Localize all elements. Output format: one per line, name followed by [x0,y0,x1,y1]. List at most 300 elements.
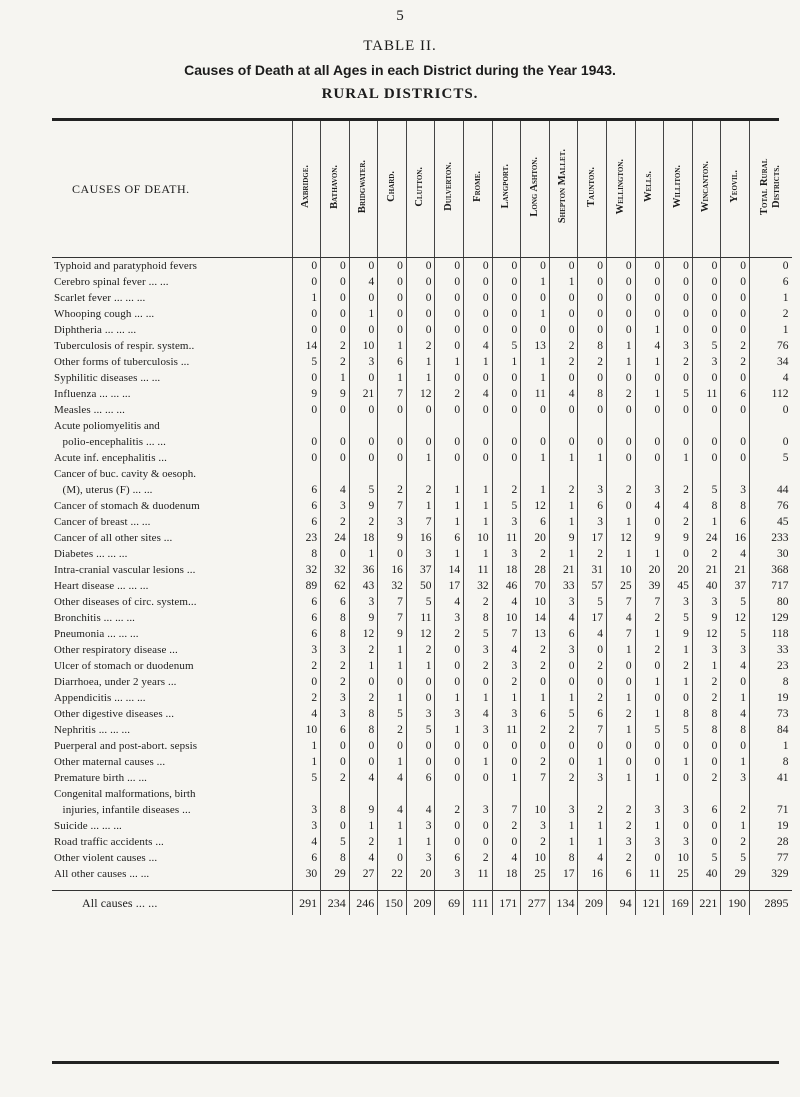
value-cell: 24 [321,530,350,546]
value-cell: 8 [321,802,350,818]
value-cell: 0 [578,642,607,658]
cause-label: All other causes ... ... [54,868,150,880]
empty-cell [750,418,792,434]
value-cell: 0 [435,274,464,290]
section-heading: RURAL DISTRICTS. [321,86,479,102]
value-cell: 9 [664,626,693,642]
value-cell: 1 [692,514,721,530]
value-cell: 11 [692,386,721,402]
district-header [635,121,664,258]
value-cell: 5 [692,850,721,866]
value-cell: 7 [378,594,407,610]
value-cell: 29 [721,866,750,882]
value-cell: 2 [464,850,493,866]
value-cell: 4 [721,706,750,722]
value-cell: 0 [692,754,721,770]
value-cell: 50 [406,578,435,594]
value-cell: 2 [521,658,550,674]
value-cell: 1 [578,450,607,466]
value-cell: 1 [664,450,693,466]
value-cell: 1 [578,834,607,850]
table-subtitle: Causes of Death at all Ages in each District during the Year 1943. [184,62,616,78]
value-cell: 0 [635,290,664,306]
district-header [664,121,693,258]
value-cell: 0 [492,402,521,418]
value-cell: 5 [378,706,407,722]
value-cell: 2 [321,770,350,786]
value-cell: 1 [378,754,407,770]
value-cell: 3 [464,722,493,738]
value-cell: 0 [435,642,464,658]
value-cell: 0 [321,754,350,770]
value-cell: 0 [607,322,636,338]
value-cell: 3 [292,642,321,658]
value-cell: 0 [378,850,407,866]
empty-cell [750,466,792,482]
value-cell: 1 [607,770,636,786]
value-cell: 2 [321,338,350,354]
value-cell: 0 [492,450,521,466]
value-cell: 3 [349,354,378,370]
empty-cell [435,466,464,482]
empty-cell [349,418,378,434]
value-cell: 6 [721,514,750,530]
table-row [52,850,792,866]
value-cell: 6 [721,386,750,402]
value-cell: 0 [635,754,664,770]
value-cell: 3 [321,498,350,514]
cause-label: Pneumonia ... ... ... [54,628,139,640]
value-cell: 20 [635,562,664,578]
value-cell: 0 [578,274,607,290]
table-row [52,322,792,338]
value-cell: 0 [578,306,607,322]
value-cell: 18 [492,866,521,882]
table-row [52,674,792,690]
value-cell: 1 [492,354,521,370]
value-cell: 9 [349,610,378,626]
value-cell: 0 [321,274,350,290]
value-cell: 2 [721,834,750,850]
value-cell: 3 [492,706,521,722]
table-row [52,354,792,370]
district-header [464,121,493,258]
value-cell: 10 [521,802,550,818]
value-cell: 3 [578,514,607,530]
district-header-label: Axbridge. [300,165,312,208]
value-cell: 4 [664,498,693,514]
cause-column-header: CAUSES OF DEATH. [52,121,292,258]
value-cell: 3 [464,642,493,658]
value-cell: 0 [692,370,721,386]
empty-cell [721,418,750,434]
value-cell: 0 [664,290,693,306]
value-cell: 0 [349,738,378,754]
empty-cell [578,786,607,802]
value-cell: 2 [406,482,435,498]
value-cell: 1 [464,354,493,370]
value-cell: 1 [435,498,464,514]
value-cell: 5 [492,498,521,514]
value-cell: 0 [464,290,493,306]
total-cell: 2 [750,306,792,322]
empty-cell [549,466,578,482]
value-cell: 8 [321,610,350,626]
value-cell: 1 [464,546,493,562]
value-cell: 0 [721,274,750,290]
value-cell: 3 [435,706,464,722]
value-cell: 0 [292,674,321,690]
value-cell: 0 [492,738,521,754]
total-cell: 4 [750,370,792,386]
value-cell: 0 [664,434,693,450]
value-cell: 70 [521,578,550,594]
value-cell: 3 [349,594,378,610]
value-cell: 17 [549,866,578,882]
value-cell: 1 [406,834,435,850]
value-cell: 0 [292,306,321,322]
value-cell: 7 [492,626,521,642]
table-row [52,658,792,674]
value-cell: 1 [607,546,636,562]
value-cell: 3 [406,706,435,722]
cause-label: Puerperal and post-abort. sepsis [54,740,198,752]
total-cell: 34 [750,354,792,370]
value-cell: 0 [349,322,378,338]
value-cell: 0 [321,434,350,450]
value-cell: 1 [521,354,550,370]
value-cell: 9 [635,530,664,546]
value-cell: 0 [492,434,521,450]
value-cell: 1 [378,338,407,354]
value-cell: 1 [464,514,493,530]
header-row [52,121,792,258]
value-cell: 4 [578,626,607,642]
value-cell: 4 [635,338,664,354]
value-cell: 2 [607,850,636,866]
value-cell: 0 [578,290,607,306]
value-cell: 30 [292,866,321,882]
value-cell: 2 [349,642,378,658]
empty-cell [406,466,435,482]
value-cell: 1 [635,386,664,402]
table-row [52,306,792,322]
value-cell: 1 [664,754,693,770]
value-cell: 4 [378,770,407,786]
value-cell: 0 [664,770,693,786]
cause-label: Appendicitis ... ... ... [54,692,146,704]
value-cell: 11 [521,386,550,402]
value-cell: 0 [349,370,378,386]
table-row [52,594,792,610]
value-cell: 9 [692,610,721,626]
empty-cell [349,786,378,802]
value-cell: 0 [521,434,550,450]
value-cell: 1 [549,690,578,706]
empty-cell [635,786,664,802]
value-cell: 3 [549,802,578,818]
value-cell: 0 [378,274,407,290]
total-cell: 2895 [750,891,792,916]
value-cell: 12 [521,498,550,514]
total-cell: 0 [750,434,792,450]
value-cell: 4 [292,834,321,850]
value-cell: 45 [664,578,693,594]
value-cell: 11 [492,530,521,546]
table-row [52,834,792,850]
district-header-label: Bathavon. [328,164,340,209]
value-cell: 3 [692,594,721,610]
value-cell: 21 [692,562,721,578]
spacer-cell [549,882,578,891]
value-cell: 0 [635,370,664,386]
value-cell: 2 [521,642,550,658]
value-cell: 0 [721,738,750,754]
value-cell: 0 [692,290,721,306]
value-cell: 0 [492,834,521,850]
district-header-label: Williton. [671,165,683,208]
value-cell: 0 [492,290,521,306]
value-cell: 8 [664,706,693,722]
value-cell: 6 [378,354,407,370]
value-cell: 3 [664,802,693,818]
total-cell: 0 [750,402,792,418]
value-cell: 0 [321,818,350,834]
spacer-cell [292,882,321,891]
value-cell: 0 [406,290,435,306]
value-cell: 0 [549,370,578,386]
value-cell: 9 [549,530,578,546]
value-cell: 5 [292,770,321,786]
value-cell: 6 [292,850,321,866]
value-cell: 2 [607,482,636,498]
value-cell: 4 [578,850,607,866]
value-cell: 2 [692,690,721,706]
total-cell: 33 [750,642,792,658]
value-cell: 32 [321,562,350,578]
value-cell: 0 [435,290,464,306]
value-cell: 2 [492,674,521,690]
value-cell: 1 [721,818,750,834]
value-cell: 5 [578,594,607,610]
value-cell: 0 [321,306,350,322]
value-cell: 4 [549,610,578,626]
value-cell: 0 [435,306,464,322]
value-cell: 169 [664,891,693,916]
district-header [349,121,378,258]
value-cell: 3 [549,594,578,610]
value-cell: 2 [549,354,578,370]
empty-cell [549,418,578,434]
value-cell: 3 [406,546,435,562]
value-cell: 0 [464,818,493,834]
value-cell: 10 [349,338,378,354]
value-cell: 291 [292,891,321,916]
value-cell: 6 [321,722,350,738]
value-cell: 221 [692,891,721,916]
empty-cell [692,418,721,434]
value-cell: 57 [578,578,607,594]
value-cell: 2 [692,770,721,786]
value-cell: 9 [664,530,693,546]
value-cell: 6 [321,594,350,610]
total-cell: 80 [750,594,792,610]
value-cell: 6 [435,530,464,546]
value-cell: 39 [635,578,664,594]
value-cell: 0 [549,658,578,674]
value-cell: 8 [578,338,607,354]
value-cell: 3 [492,546,521,562]
value-cell: 2 [607,706,636,722]
value-cell: 13 [521,338,550,354]
value-cell: 0 [721,306,750,322]
value-cell: 5 [692,482,721,498]
empty-cell [464,786,493,802]
cause-label: Other digestive diseases ... [54,708,175,720]
value-cell: 0 [492,370,521,386]
value-cell: 10 [464,530,493,546]
value-cell: 0 [464,322,493,338]
value-cell: 6 [549,626,578,642]
value-cell: 5 [406,722,435,738]
value-cell: 2 [578,690,607,706]
empty-cell [607,418,636,434]
value-cell: 31 [578,562,607,578]
spacer-cell [321,882,350,891]
total-cell: 717 [750,578,792,594]
table-row [52,690,792,706]
value-cell: 0 [492,258,521,275]
value-cell: 10 [521,850,550,866]
empty-cell [406,418,435,434]
empty-cell [464,418,493,434]
value-cell: 1 [607,338,636,354]
value-cell: 17 [578,530,607,546]
value-cell: 24 [692,530,721,546]
value-cell: 0 [378,290,407,306]
value-cell: 0 [464,674,493,690]
cause-label: Typhoid and paratyphoid fevers [54,260,198,272]
cause-label: Diabetes ... ... ... [54,548,128,560]
value-cell: 1 [607,722,636,738]
value-cell: 1 [406,658,435,674]
value-cell: 3 [406,850,435,866]
value-cell: 2 [549,338,578,354]
value-cell: 0 [607,402,636,418]
value-cell: 12 [692,626,721,642]
value-cell: 0 [521,674,550,690]
empty-cell [492,418,521,434]
spacer-cell [635,882,664,891]
value-cell: 0 [292,402,321,418]
district-header [292,121,321,258]
table-row [52,626,792,642]
value-cell: 0 [549,738,578,754]
value-cell: 0 [321,546,350,562]
value-cell: 209 [406,891,435,916]
value-cell: 0 [321,402,350,418]
spacer-cell [607,882,636,891]
total-cell: 8 [750,754,792,770]
value-cell: 0 [635,514,664,530]
value-cell: 2 [521,754,550,770]
cause-label: Acute inf. encephalitis ... [54,452,167,464]
value-cell: 209 [578,891,607,916]
value-cell: 0 [435,338,464,354]
value-cell: 5 [321,834,350,850]
table-row [52,578,792,594]
value-cell: 5 [464,626,493,642]
value-cell: 0 [635,450,664,466]
total-cell: 19 [750,690,792,706]
value-cell: 9 [349,498,378,514]
value-cell: 0 [406,258,435,275]
value-cell: 3 [635,802,664,818]
value-cell: 16 [578,866,607,882]
total-cell: 368 [750,562,792,578]
district-header-label: Total Rural Districts. [758,158,782,215]
value-cell: 2 [378,482,407,498]
value-cell: 0 [721,290,750,306]
value-cell: 1 [378,690,407,706]
value-cell: 12 [721,610,750,626]
value-cell: 3 [492,658,521,674]
cause-label: injuries, infantile diseases ... [54,804,191,816]
value-cell: 0 [607,738,636,754]
value-cell: 2 [721,354,750,370]
cause-label: Heart disease ... ... ... [54,580,149,592]
table-row [52,498,792,514]
value-cell: 2 [521,546,550,562]
value-cell: 3 [578,770,607,786]
total-cell: 30 [750,546,792,562]
value-cell: 1 [435,354,464,370]
value-cell: 5 [721,594,750,610]
value-cell: 9 [378,626,407,642]
value-cell: 16 [406,530,435,546]
empty-cell [378,786,407,802]
value-cell: 1 [549,514,578,530]
empty-cell [721,786,750,802]
total-cell: 1 [750,738,792,754]
value-cell: 2 [635,610,664,626]
value-cell: 8 [321,850,350,866]
cause-label: Cancer of stomach & duodenum [54,500,200,512]
value-cell: 1 [435,514,464,530]
value-cell: 150 [378,891,407,916]
value-cell: 5 [721,850,750,866]
value-cell: 0 [692,258,721,275]
cause-label: Other forms of tuberculosis ... [54,356,190,368]
cause-label: Suicide ... ... ... [54,820,122,832]
value-cell: 7 [406,514,435,530]
value-cell: 8 [464,610,493,626]
value-cell: 1 [635,770,664,786]
value-cell: 0 [607,450,636,466]
district-header [406,121,435,258]
value-cell: 0 [435,402,464,418]
total-cell: 73 [750,706,792,722]
value-cell: 1 [549,834,578,850]
district-header-label: Langport. [500,164,512,209]
value-cell: 0 [549,754,578,770]
value-cell: 8 [721,498,750,514]
value-cell: 4 [635,498,664,514]
cause-label: (M), uterus (F) ... ... [54,484,153,496]
table-row [52,642,792,658]
value-cell: 0 [692,274,721,290]
value-cell: 1 [464,498,493,514]
